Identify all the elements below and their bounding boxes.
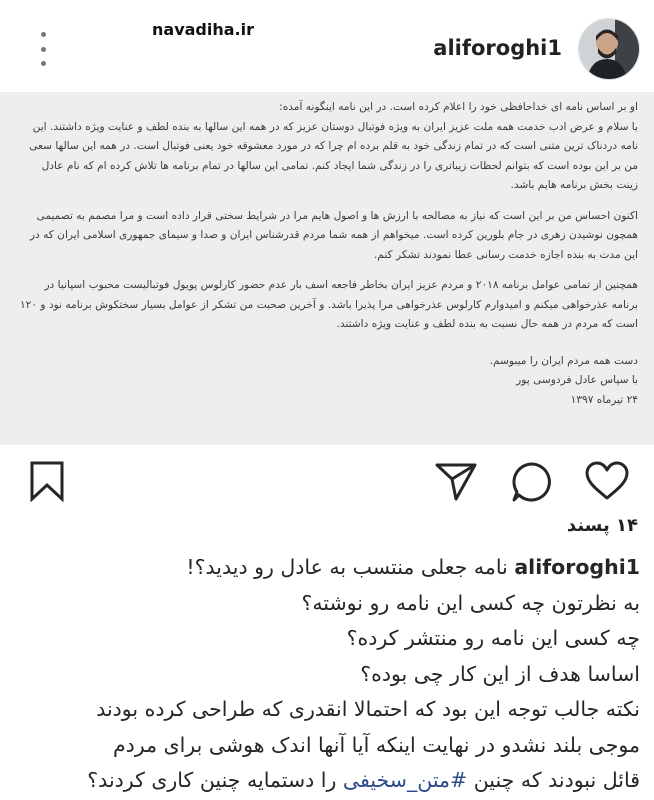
caption-text-3: چه کسی این نامه رو منتشر کرده؟ bbox=[346, 626, 640, 650]
letter-paragraph-1: با سلام و عرض ادب خدمت همه ملت عزیز ایران به ویژه فوتبال دوستان عزیز که در همه این سالها به بنده لطف و عنایت ویژه داشتند. این نامه دردناک ترین متنی است که در تمام زندگی خود به قلم برده ام چرا که در مورد معشوقه خود یعنی فوتبال است. در همه این سالها سعی من بر این بوده است که بتوانم لحظات زیباتری را در زندگی شما ایجاد کنم. تمامی این سالها در تمام برنامه ها تلاش کرده ام که نام عادل زینت بخش برنامه هایم باشد. bbox=[29, 120, 638, 191]
post-header bbox=[0, 0, 654, 92]
caption-line-7 bbox=[12, 763, 640, 799]
letter-paragraph-3: همچنین از تمامی عوامل برنامه ۲۰۱۸ و مردم عزیز ایران بخاطر فاجعه اسف بار عدم حضور کارلوس پویول فوتبالیست محبوب اسپانیا در برنامه عذرخواهی میکنم و امیدوارم کارلوس عذرخواهی مرا پذیرا باشد. و آخرین صحبت من تشکر از عوامل بسیار سختکوش برنامه نود و ۱۲۰ است که مردم در همه حال نسبت به بنده لطف و عنایت ویژه داشتند. bbox=[19, 279, 638, 330]
avatar[interactable] bbox=[578, 18, 640, 80]
caption-line bbox=[12, 550, 640, 586]
share-icon[interactable] bbox=[434, 460, 478, 502]
caption-text-1: نامه جعلی منتسب به عادل رو دیدید؟! bbox=[186, 555, 508, 579]
letter-text bbox=[0, 92, 654, 410]
letter-intro: او بر اساس نامه ای خداحافظی خود را اعلام کرده است. در این نامه اینگونه آمده: bbox=[279, 101, 638, 113]
hashtag-link[interactable]: #متن_سخیفی bbox=[342, 768, 468, 792]
caption-text-5: نکته جالب توجه این بود که احتمالا انقدری که طراحی کرده بودند bbox=[96, 697, 640, 721]
comment-icon[interactable] bbox=[510, 460, 554, 504]
bookmark-icon[interactable] bbox=[28, 460, 66, 502]
caption-text-6: موجی بلند نشدو در نهایت اینکه آیا آنها اندک هوشی برای مردم bbox=[112, 732, 640, 757]
letter-paragraph-2: اکنون احساس من بر این است که نیاز به مصالحه با ارزش ها و اصول هایم مرا در شرایط سختی قرار داده است و مرا مصمم به تصمیمی همچون نوشیدن زهری در جام بلورین کرده است. میخواهم از همه شما مردم قدرشناس ایران و صدا و سیمای جمهوری اسلامی ایران که در این مدت به بنده اجازه خدمت رسانی عطا نمودند تشکر کنم. bbox=[29, 209, 638, 261]
letter-date: ۲۴ تیرماه ۱۳۹۷ bbox=[570, 393, 638, 406]
post-username[interactable]: aliforoghi1 bbox=[433, 36, 562, 60]
like-icon[interactable] bbox=[584, 460, 630, 502]
likes-count[interactable]: ۱۴ پسند bbox=[566, 515, 638, 536]
caption-username[interactable]: aliforoghi1 bbox=[514, 555, 640, 579]
post-image[interactable] bbox=[0, 92, 654, 445]
caption bbox=[12, 550, 640, 799]
letter-closing: دست همه مردم ایران را میبوسم. bbox=[489, 354, 638, 367]
letter-signature: با سپاس عادل فردوسی پور bbox=[516, 374, 638, 386]
more-icon[interactable] bbox=[36, 32, 50, 66]
caption-text-4: اساسا هدف از این کار چی بوده؟ bbox=[360, 661, 640, 686]
caption-text-7a: قائل نبودند که چنین bbox=[467, 768, 640, 792]
caption-text-2: به نظرتون چه کسی این نامه رو نوشته؟ bbox=[301, 590, 640, 615]
watermark-text: navadiha.ir bbox=[152, 20, 254, 39]
action-bar bbox=[0, 448, 654, 516]
caption-text-7b: را دستمایه چنین کاری کردند؟ bbox=[87, 768, 343, 792]
